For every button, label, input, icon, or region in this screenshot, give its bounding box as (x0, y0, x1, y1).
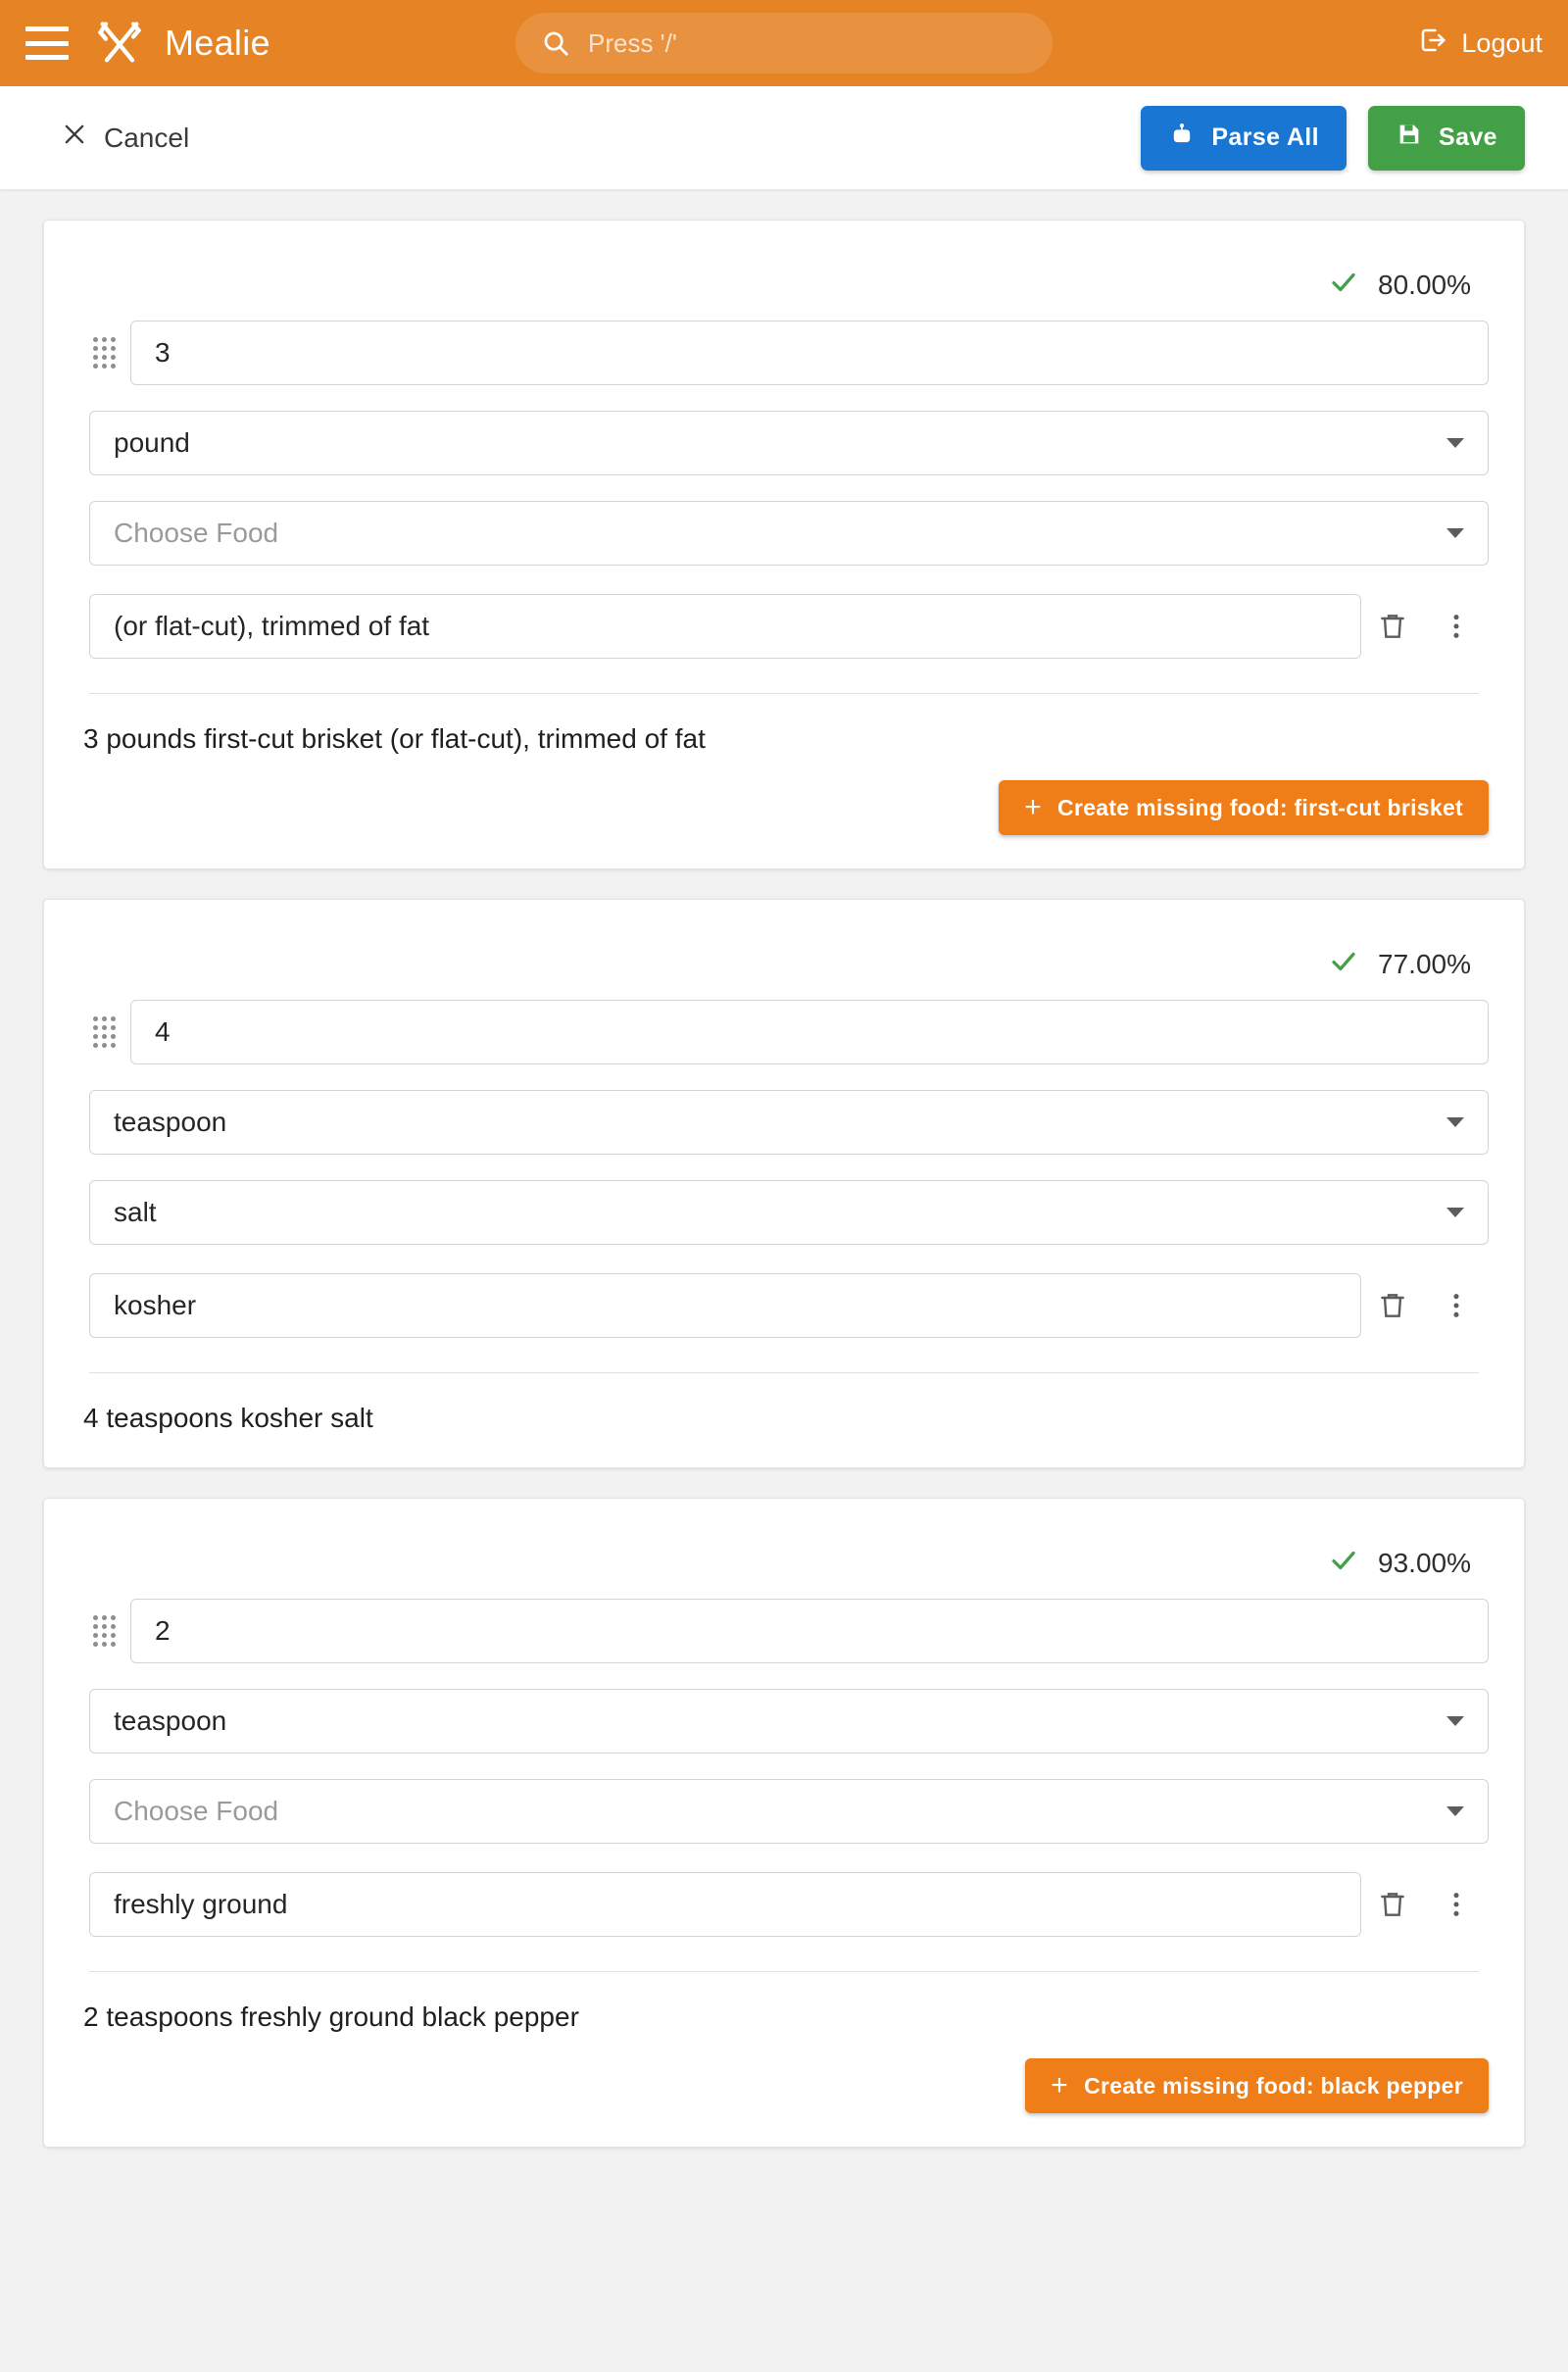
unit-select[interactable] (89, 411, 1489, 475)
drag-handle-icon[interactable] (79, 1615, 130, 1647)
ingredient-card (43, 1498, 1525, 2148)
more-vertical-icon[interactable] (1425, 1869, 1489, 1940)
divider (89, 1372, 1479, 1373)
unit-value: teaspoon (114, 1107, 227, 1137)
parse-all-button[interactable] (1141, 106, 1347, 171)
note-value: (or flat-cut), trimmed of fat (114, 611, 430, 641)
create-missing-food-label: Create missing food: first-cut brisket (1057, 794, 1463, 820)
confidence-badge (79, 1546, 1471, 1581)
note-row (79, 1869, 1489, 1940)
more-vertical-icon[interactable] (1425, 1270, 1489, 1341)
chevron-down-icon (1446, 438, 1464, 448)
chevron-down-icon (1446, 1806, 1464, 1816)
quantity-input[interactable] (130, 1000, 1489, 1064)
plus-icon: + (1024, 791, 1043, 823)
food-row (79, 501, 1489, 566)
search-bar[interactable] (515, 13, 1053, 74)
quantity-input[interactable] (130, 1599, 1489, 1663)
floppy-disk-icon (1396, 121, 1423, 155)
unit-select[interactable] (89, 1090, 1489, 1155)
quantity-row (79, 1000, 1489, 1064)
cancel-label: Cancel (104, 122, 190, 153)
quantity-row (79, 1599, 1489, 1663)
food-select[interactable] (89, 1180, 1489, 1245)
save-button[interactable] (1368, 106, 1525, 171)
note-input[interactable] (89, 1872, 1361, 1937)
check-icon (1327, 268, 1360, 303)
create-missing-food-button[interactable] (1025, 2058, 1489, 2113)
divider (89, 693, 1479, 694)
note-value: kosher (114, 1290, 197, 1320)
quantity-value: 3 (154, 337, 171, 368)
food-value: salt (114, 1197, 157, 1227)
ingredient-card (43, 899, 1525, 1468)
chevron-down-icon (1446, 528, 1464, 538)
unit-select[interactable] (89, 1689, 1489, 1754)
toolbar-actions (1141, 106, 1525, 171)
editor-toolbar (0, 86, 1568, 190)
trash-icon[interactable] (1361, 1869, 1425, 1940)
create-missing-row (79, 780, 1489, 835)
plus-icon: + (1051, 2069, 1069, 2101)
confidence-badge (79, 947, 1471, 982)
divider (89, 1971, 1479, 1972)
app-title: Mealie (165, 23, 270, 63)
food-select[interactable] (89, 501, 1489, 566)
quantity-value: 2 (154, 1615, 171, 1646)
confidence-value: 93.00% (1378, 1548, 1471, 1578)
logout-icon (1418, 25, 1447, 62)
unit-value: teaspoon (114, 1705, 227, 1736)
logout-button[interactable] (1418, 25, 1543, 62)
food-row (79, 1779, 1489, 1844)
drag-handle-icon[interactable] (79, 1016, 130, 1048)
unit-row (79, 1090, 1489, 1155)
quantity-value: 4 (154, 1016, 171, 1047)
unit-row (79, 1689, 1489, 1754)
fork-knife-logo-icon (94, 18, 145, 69)
close-icon (61, 121, 88, 155)
ingredient-summary: 3 pounds first-cut brisket (or flat-cut), trimmed of fat (83, 723, 706, 754)
food-value: Choose Food (114, 1796, 279, 1826)
confidence-value: 77.00% (1378, 949, 1471, 979)
create-missing-food-button[interactable] (999, 780, 1489, 835)
search-icon (541, 28, 570, 58)
ingredient-summary: 4 teaspoons kosher salt (83, 1403, 373, 1433)
search-input[interactable] (586, 27, 1027, 60)
check-icon (1327, 1546, 1360, 1581)
unit-value: pound (114, 427, 190, 458)
confidence-badge (79, 268, 1471, 303)
note-row (79, 1270, 1489, 1341)
note-input[interactable] (89, 594, 1361, 659)
create-missing-food-label: Create missing food: black pepper (1084, 2072, 1463, 2099)
cancel-button[interactable] (61, 121, 189, 155)
create-missing-row (79, 2058, 1489, 2113)
food-value: Choose Food (114, 518, 279, 548)
chevron-down-icon (1446, 1117, 1464, 1127)
more-vertical-icon[interactable] (1425, 591, 1489, 662)
ingredient-list (0, 220, 1568, 2148)
note-value: freshly ground (114, 1889, 288, 1919)
unit-row (79, 411, 1489, 475)
trash-icon[interactable] (1361, 591, 1425, 662)
chevron-down-icon (1446, 1716, 1464, 1726)
confidence-value: 80.00% (1378, 270, 1471, 300)
food-select[interactable] (89, 1779, 1489, 1844)
app-bar (0, 0, 1568, 86)
save-label: Save (1439, 124, 1497, 151)
logout-label: Logout (1461, 27, 1543, 58)
ingredient-summary: 2 teaspoons freshly ground black pepper (83, 2001, 579, 2032)
ingredient-card (43, 220, 1525, 869)
note-input[interactable] (89, 1273, 1361, 1338)
check-icon (1327, 947, 1360, 982)
trash-icon[interactable] (1361, 1270, 1425, 1341)
quantity-input[interactable] (130, 321, 1489, 385)
parse-all-label: Parse All (1211, 124, 1319, 151)
hamburger-icon[interactable] (25, 26, 69, 60)
drag-handle-icon[interactable] (79, 337, 130, 369)
robot-icon (1168, 121, 1196, 155)
chevron-down-icon (1446, 1208, 1464, 1217)
food-row (79, 1180, 1489, 1245)
note-row (79, 591, 1489, 662)
quantity-row (79, 321, 1489, 385)
